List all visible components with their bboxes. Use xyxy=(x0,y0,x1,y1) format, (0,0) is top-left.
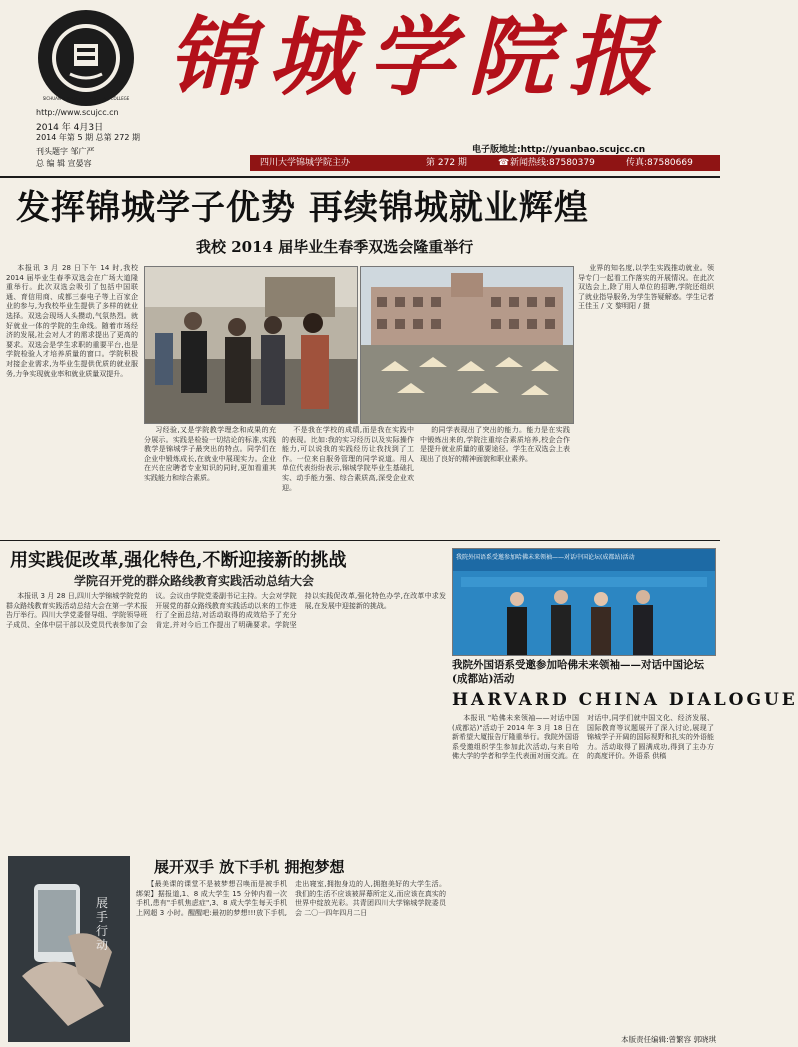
issue-number: 2014 年第 5 期 总第 272 期 xyxy=(36,133,140,142)
jobfair-photo-campus xyxy=(360,266,574,424)
masthead-info-bar xyxy=(250,155,720,171)
harvard-forum-photo xyxy=(452,548,716,656)
article1-col4 xyxy=(420,426,570,536)
side-graphic-title: 展手行动 xyxy=(96,896,109,952)
masthead xyxy=(0,0,720,172)
jobfair-photo-people xyxy=(144,266,358,424)
article1-col2-text: 习经验,又是学院教学理念和成果的充分展示。实践是检验一切结论的标准,实践教学是锦城学子最突出的特点。同学们在企业中锻炼成长,在就业中展现实力。企业在兴在应聘者专业知识的同时,更加看重其实践能力和综合素质。 xyxy=(144,426,276,482)
photo-caption: 我院外国语系受邀参加哈佛未来领袖——对话中国论坛(成都站)活动 xyxy=(456,554,635,561)
article1-col5-text: 业界的知名度,以学生实践推动就业。领导专门一起看工作落实的开展情况。在此次双选会上,除了用人单位的招聘,学院还组织了就业指导服务,为学生答疑解惑。学生记者 王佳玉 / 文 黎明阳 / 摄 xyxy=(578,264,714,311)
side-graphic xyxy=(8,856,130,1042)
issue-date: 2014 年 4月3日 xyxy=(36,123,104,133)
fax: 传真:87580669 xyxy=(626,158,693,168)
seal-text: SICHUAN UNIVERSITY · JINCHENG COLLEGE xyxy=(42,96,130,101)
article3-title: 展开双手 放下手机 拥抱梦想 xyxy=(154,858,345,876)
article3-body-text: 【最美课的课堂不是被梦想召唤而是被手机绑架】据报道,1、8 成大学生 15 分钟内看一次手机,患有"手机焦虑症",3、8 成大学生每天手机上网超 3 小时。醒醒吧:最初的梦想!!!放下手机,走出寝室,拥抱身边的人,拥抱美好的大学生活。我们的生活不应该被屏幕所定义,而应该在真实的世界中绽放光彩。共青团四川大学锦城学院委员会 二〇一四年四月二日 xyxy=(136,880,446,917)
website[interactable]: http://www.scujcc.cn xyxy=(36,108,119,117)
article1-col1 xyxy=(6,264,138,536)
article1-col3-text: 不是我在学校的成绩,而是我在实践中的表现。比如:我的实习经历以及实际操作能力,可以说我的实践经历让我找到了工作。一位来自服务管理的同学说道。用人单位代表纷纷表示,锦城学院毕业生基础扎实、动手能力强、综合素质高,深受企业欢迎。 xyxy=(282,426,414,492)
main-subheadline: 我校 2014 届毕业生春季双选会隆重举行 xyxy=(196,238,474,256)
phone-icon: ☎ xyxy=(498,158,510,168)
main-headline: 发挥锦城学子优势 再续锦城就业辉煌 xyxy=(16,188,589,228)
article2-title: 用实践促改革,强化特色,不断迎接新的挑战 xyxy=(10,550,347,571)
newspaper-title: 锦城学院报 xyxy=(168,7,668,108)
article1-col2 xyxy=(144,426,276,536)
school-seal-icon xyxy=(36,8,136,108)
section-divider-1 xyxy=(0,540,720,541)
article4-body-text: 本报讯 "哈佛未来领袖——对话中国(成都站)"活动于 2014 年 3 月 18 日在新希望大厦报告厅隆重举行。我院外国语系受邀组织学生参加此次活动,与来自哈佛大学的学者和学生代表面对面交流。在对话中,同学们就中国文化、经济发展、国际教育等议题展开了深入讨论,展现了锦城学子开阔的国际视野和扎实的外语能力。活动取得了圆满成功,得到了主办方的高度评价。外语系 供稿 xyxy=(452,714,714,761)
harvard-banner: HARVARD CHINA DIALOGUE xyxy=(452,690,798,710)
issue-no: 第 272 期 xyxy=(426,158,467,168)
article1-col1-text: 本报讯 3 月 28 日下午 14 时,我校 2014 届毕业生春季双选会在广场大道隆重举行。此次双选会吸引了包括中国联通、育信用商、成都三泰电子等上百家企业的参与,为我校毕业生提供了多样的就业选择。双选会现场人头攒动,气氛热烈。就好就业一体的学院的生命线。随着市场经济的发展,社会对人才的需求提出了更高的要求。双选会是学生求职的重要平台,也是学院检验人才培养质量的窗口。学院积极对接企业需求,为毕业生提供优质的就业服务,力争实现就业率和就业质量双提升。 xyxy=(6,264,138,378)
article4-title: 我院外国语系受邀参加哈佛未来领袖——对话中国论坛(成都站)活动 xyxy=(452,659,704,685)
article4-body xyxy=(452,714,714,1030)
article2-body xyxy=(6,592,446,844)
masthead-divider xyxy=(0,176,720,178)
online-address[interactable]: 电子版地址:http://yuanbao.scujcc.cn xyxy=(472,145,646,155)
article1-col5 xyxy=(578,264,714,536)
article2-body-text: 本报讯 3 月 28 日,四川大学锦城学院党的群众路线教育实践活动总结大会在第一学术报告厅举行。四川大学党委督导组、学院领导班子成员、全体中层干部以及党员代表参加了会议。会议由学院党委副书记主持。大会对学院开展党的群众路线教育实践活动以来的工作进行了全面总结,对活动取得的成效给予了充分肯定,并对今后工作提出了明确要求。学院坚持以实践促改革,强化特色办学,在改革中求发展,在发展中迎接新的挑战。 xyxy=(6,592,446,629)
article3-body xyxy=(136,880,446,1040)
news-hotline: 新闻热线:87580379 xyxy=(510,158,595,168)
page-footer: 本版责任编辑:曾繁容 郭晓琪 xyxy=(621,1035,716,1044)
sponsor: 四川大学锦城学院主办 xyxy=(260,158,351,168)
article2-subtitle: 学院召开党的群众路线教育实践活动总结大会 xyxy=(74,574,315,588)
article1-col4-text: 的同学表现出了突出的能力。能力是在实践中锻炼出来的,学院注重综合素质培养,校企合作是提升就业质量的重要途径。学生在双选会上表现出了良好的精神面貌和职业素养。 xyxy=(420,426,570,463)
chief-editor-line: 总 编 辑 宣晏容 xyxy=(36,159,92,168)
editor-line: 刊头题字 邹广严 xyxy=(36,147,95,156)
article1-col3 xyxy=(282,426,414,536)
